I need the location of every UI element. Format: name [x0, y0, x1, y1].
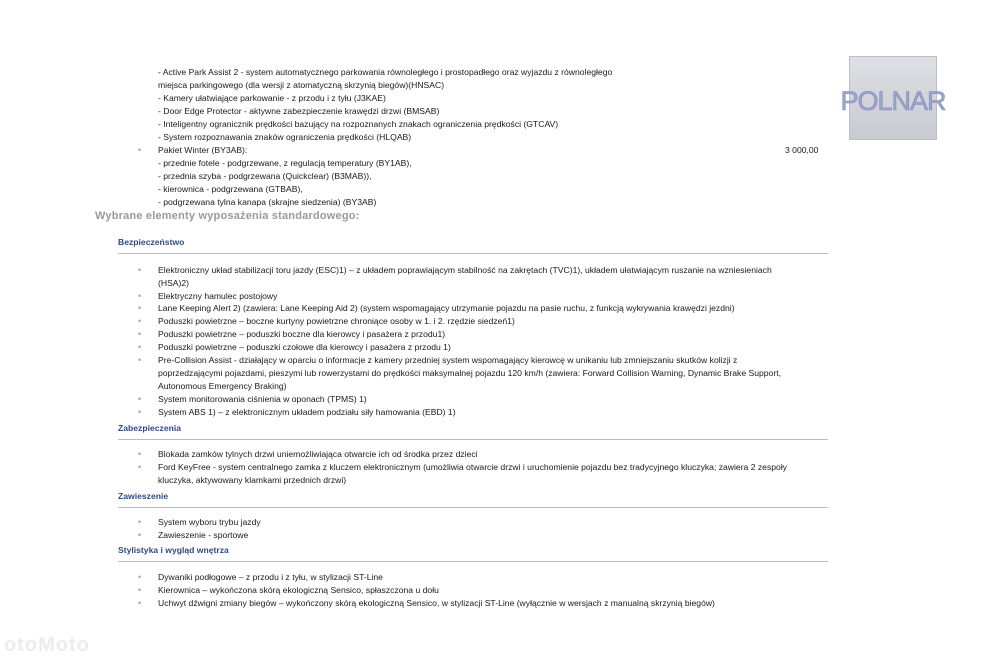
list-item: • Lane Keeping Alert 2) (zawiera: Lane Keeping Aid 2) (system wspomagający utrzymanie pojazdu na pasie ruchu, z funkcją wykrywania krawędzi jezdni) — [158, 302, 735, 314]
section-heading-interior-style: Stylistyka i wygląd wnętrza — [118, 545, 828, 562]
list-item: • Blokada zamków tylnych drzwi uniemożliwiająca otwarcie ich od środka przez dzieci — [158, 448, 478, 460]
option-line: - Inteligentny ogranicznik prędkości bazujący na rozpoznanych znakach ograniczenia prędkości (GTCAV) — [158, 119, 559, 129]
winter-package-item: - kierownica - podgrzewana (GTBAB), — [158, 184, 303, 194]
logo-icon — [840, 68, 946, 128]
list-item: • System wyboru trybu jazdy — [158, 516, 261, 528]
list-item: • System ABS 1) – z elektronicznym układem podziału siły hamowania (EBD) 1) — [158, 406, 456, 418]
option-line: miejsca parkingowego (dla wersji z atomatyczną skrzynią biegów)(HNSAC) — [158, 80, 445, 90]
option-line: - Door Edge Protector - aktywne zabezpieczenie krawędzi drzwi (BMSAB) — [158, 106, 440, 116]
watermark: otoMoto — [4, 634, 90, 656]
list-item: • Ford KeyFree - system centralnego zamka z kluczem elektronicznym (umożliwia otwarcie drzwi i uruchomienie pojazdu bez tradycyjnego kluczyka; zawiera 2 zespoły — [158, 461, 787, 473]
section-heading-safety: Bezpieczeństwo — [118, 237, 828, 254]
section-heading-suspension: Zawieszenie — [118, 491, 828, 508]
winter-package-item: - przednia szyba - podgrzewana (Quickclear) (B3MAB)), — [158, 171, 372, 181]
list-item: • Poduszki powietrzne – poduszki czołowe dla kierowcy i pasażera z przodu 1) — [158, 341, 451, 353]
option-line: - Active Park Assist 2 - system automatycznego parkowania równoległego i prostopadłego oraz wyjazdu z równoległego — [158, 67, 613, 77]
list-item: • Dywaniki podłogowe – z przodu i z tyłu, w stylizacji ST-Line — [158, 571, 383, 583]
option-line: - Kamery ułatwiające parkowanie - z przodu i z tyłu (J3KAE) — [158, 93, 386, 103]
list-item: • Poduszki powietrzne – boczne kurtyny powietrzne chroniące osoby w 1. i 2. rzędzie siedzeń1) — [158, 315, 515, 327]
list-item: • Zawieszenie - sportowe — [158, 529, 248, 541]
winter-package-price: 3 000,00 — [785, 145, 819, 155]
list-item: • Uchwyt dźwigni zmiany biegów – wykończony skórą ekologiczną Sensico, w stylizacji ST-Line (wyłącznie w wersjach z manualną skrzynią biegów) — [158, 597, 715, 609]
list-item: • Kierownica – wykończona skórą ekologiczną Sensico, spłaszczona u dołu — [158, 584, 439, 596]
standard-equipment-title: Wybrane elementy wyposażenia standardowego: — [95, 210, 360, 222]
list-item: kluczyka, aktywowany klamkami przednich drzwi) — [158, 475, 347, 485]
winter-package-item: - przednie fotele - podgrzewane, z regulacją temperatury (BY1AB), — [158, 158, 412, 168]
list-item: (HSA)2) — [158, 278, 190, 288]
logo-text: POLNAR — [840, 86, 946, 116]
list-item: poprzedzającymi pojazdami, pieszymi lub rowerzystami do prędkości maksymalnej pojazdu 120 km/h (zawiera: Forward Collision Warning, Dynamic Brake Support, — [158, 368, 781, 378]
section-heading-security: Zabezpieczenia — [118, 423, 828, 440]
list-item: • Pre-Collision Assist - działający w oparciu o informacje z kamery przedniej system wspomagający kierowcę w unikaniu lub zmniejszaniu skutków kolizji z — [158, 354, 737, 366]
list-item: • Elektryczny hamulec postojowy — [158, 290, 277, 302]
dealer-logo — [840, 56, 946, 140]
list-item: • System monitorowania ciśnienia w oponach (TPMS) 1) — [158, 393, 367, 405]
list-item: Autonomous Emergency Braking) — [158, 381, 287, 391]
list-item: • Poduszki powietrzne – poduszki boczne dla kierowcy i pasażera z przodu1) — [158, 328, 445, 340]
winter-package-item: - podgrzewana tylna kanapa (skrajne siedzenia) (BY3AB) — [158, 197, 377, 207]
list-item: • Elektroniczny układ stabilizacji toru jazdy (ESC)1) – z układem poprawiającym stabilność na zakrętach (TVC)1), układem ułatwiającym ruszanie na wzniesieniach — [158, 264, 772, 276]
winter-package-title: • Pakiet Winter (BY3AB): — [158, 144, 247, 156]
option-line: - System rozpoznawania znaków ograniczenia prędkości (HLQAB) — [158, 132, 412, 142]
